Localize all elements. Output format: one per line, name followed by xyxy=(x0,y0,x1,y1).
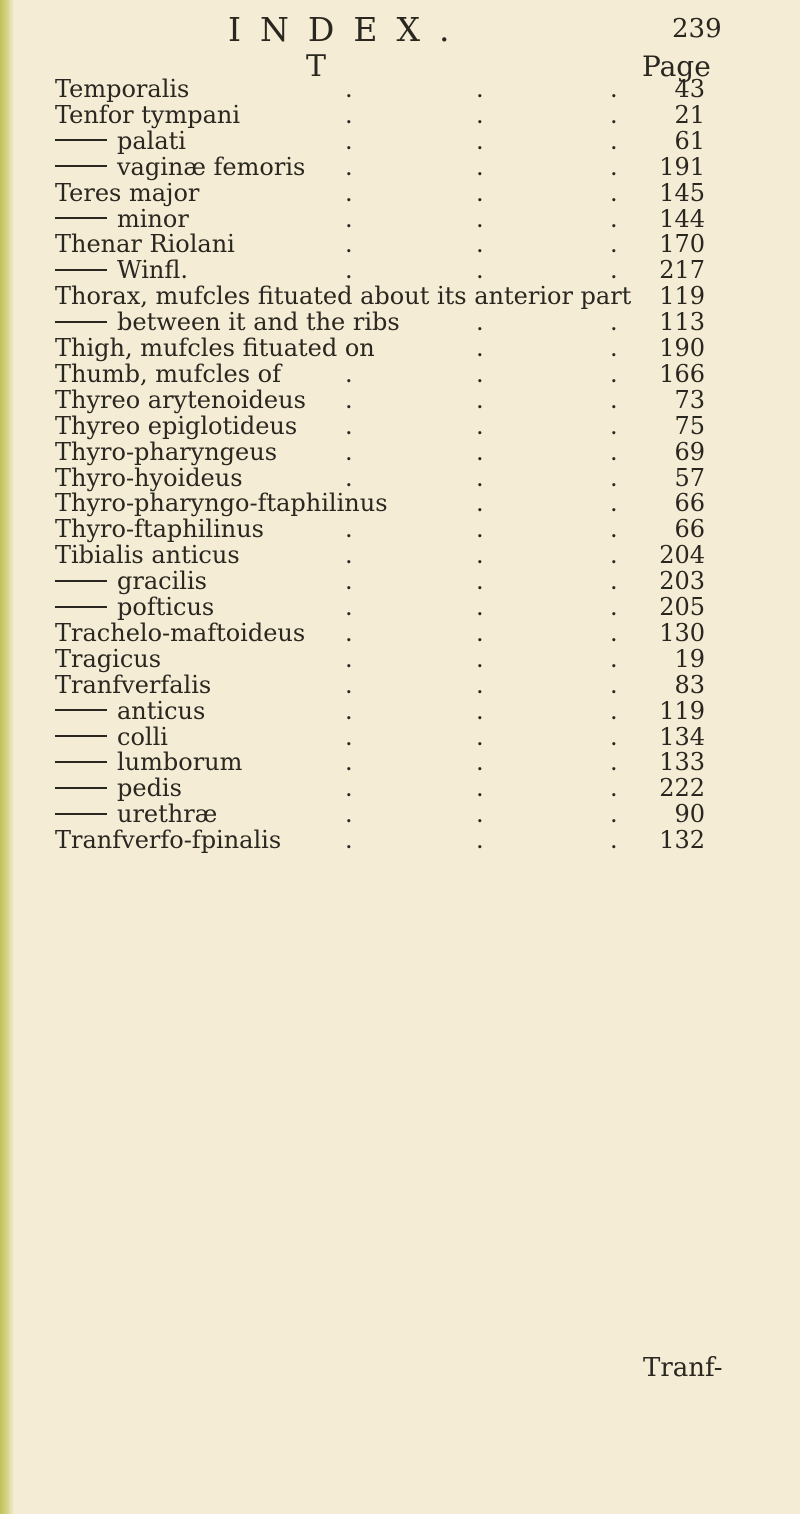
entry-label: Temporalis xyxy=(55,75,190,103)
leader-dot: . xyxy=(345,230,353,259)
entry-label: Thyro-pharyngeus xyxy=(55,437,278,466)
leader-dot: . xyxy=(345,463,353,492)
ditto-dash xyxy=(55,735,107,737)
leader-dot: . xyxy=(345,644,353,673)
entry-page: 73 xyxy=(674,385,705,414)
leader-dot: . xyxy=(610,774,618,803)
entry-label: lumborum xyxy=(117,748,243,777)
leader-dot: . xyxy=(610,152,618,181)
leader-dot: . xyxy=(610,100,618,129)
entry-page: 132 xyxy=(659,826,705,855)
leader-dot: . xyxy=(610,541,618,570)
entry-page: 144 xyxy=(659,204,705,233)
leader-dot: . xyxy=(345,826,353,855)
section-letter: T xyxy=(306,49,327,84)
entry-page: 75 xyxy=(674,411,705,440)
entry-page: 203 xyxy=(659,567,705,596)
catchword: Tranf- xyxy=(643,1353,723,1383)
leader-dot: . xyxy=(610,411,618,440)
leader-dot: . xyxy=(476,256,484,285)
entry-label: gracilis xyxy=(117,567,207,596)
leader-dot: . xyxy=(610,826,618,855)
entry-page: 119 xyxy=(659,696,705,725)
entry-term xyxy=(55,823,281,857)
leader-dot: . xyxy=(476,100,484,129)
leader-dot: . xyxy=(476,567,484,596)
leader-dot: . xyxy=(610,126,618,155)
ditto-dash xyxy=(55,606,107,608)
ditto-dash xyxy=(55,580,107,582)
leader-dot: . xyxy=(610,567,618,596)
entry-page: 170 xyxy=(659,230,705,259)
entry-page: 61 xyxy=(674,126,705,155)
leader-dot: . xyxy=(476,75,484,103)
leader-dot: . xyxy=(610,230,618,259)
leader-dot: . xyxy=(345,359,353,388)
leader-dot: . xyxy=(610,748,618,777)
entry-label: Thorax, mufcles fituated about its anterior part xyxy=(55,282,632,311)
entry-label: pofticus xyxy=(117,593,215,621)
entry-page: 205 xyxy=(659,593,705,621)
leader-dot: . xyxy=(476,385,484,414)
ditto-dash xyxy=(55,165,107,167)
entry-label: Thyreo epiglotideus xyxy=(55,411,298,440)
leader-dot: . xyxy=(610,670,618,699)
leader-dot: . xyxy=(345,411,353,440)
leader-dot: . xyxy=(476,593,484,621)
leader-dot: . xyxy=(610,178,618,207)
leader-dot: . xyxy=(610,204,618,233)
entry-page: 145 xyxy=(659,178,705,207)
leader-dot: . xyxy=(345,515,353,544)
leader-dot: . xyxy=(610,75,618,103)
leader-dot: . xyxy=(476,774,484,803)
leader-dot: . xyxy=(610,593,618,621)
entry-label: Thyro-ftaphilinus xyxy=(55,515,264,544)
leader-dot: . xyxy=(476,178,484,207)
entry-label: urethræ xyxy=(117,800,218,829)
leader-dot: . xyxy=(610,463,618,492)
entry-label: Tragicus xyxy=(55,644,162,673)
leader-dot: . xyxy=(476,204,484,233)
leader-dot: . xyxy=(476,618,484,647)
entry-label: minor xyxy=(117,204,189,233)
ditto-dash xyxy=(55,787,107,789)
leader-dot: . xyxy=(610,722,618,751)
leader-dot: . xyxy=(476,826,484,855)
entry-label: Thumb, mufcles of xyxy=(55,359,281,388)
leader-dot: . xyxy=(345,385,353,414)
entry-label: Winfl. xyxy=(117,256,189,285)
entry-page: 113 xyxy=(659,308,705,337)
entry-page: 43 xyxy=(674,75,705,103)
leader-dot: . xyxy=(610,696,618,725)
entry-label: Tranfverfo-fpinalis xyxy=(55,826,282,855)
leader-dot: . xyxy=(610,308,618,337)
leader-dot: . xyxy=(610,385,618,414)
ditto-dash xyxy=(55,217,107,219)
entry-page: 217 xyxy=(659,256,705,285)
leader-dot: . xyxy=(345,593,353,621)
ditto-dash xyxy=(55,813,107,815)
leader-dot: . xyxy=(476,515,484,544)
ditto-dash xyxy=(55,321,107,323)
entry-page: 166 xyxy=(659,359,705,388)
leader-dot: . xyxy=(345,800,353,829)
entry-label: Trachelo-maftoideus xyxy=(55,618,306,647)
leader-dot: . xyxy=(610,256,618,285)
leader-dot: . xyxy=(476,670,484,699)
entry-label: Teres major xyxy=(55,178,200,207)
leader-dot: . xyxy=(610,437,618,466)
entry-page: 222 xyxy=(659,774,705,803)
leader-dot: . xyxy=(476,308,484,337)
entry-label: pedis xyxy=(117,774,182,803)
leader-dot: . xyxy=(476,541,484,570)
entry-label: Thigh, mufcles fituated on xyxy=(55,334,375,362)
leader-dot: . xyxy=(345,126,353,155)
leader-dot: . xyxy=(345,567,353,596)
entry-page: 57 xyxy=(674,463,705,492)
entry-page: 190 xyxy=(659,334,705,362)
entry-page: 119 xyxy=(659,282,705,311)
entry-label: Tranfverfalis xyxy=(55,670,212,699)
leader-dot: . xyxy=(476,644,484,673)
leader-dot: . xyxy=(345,204,353,233)
entry-page: 19 xyxy=(674,644,705,673)
leader-dot: . xyxy=(345,100,353,129)
entry-label: palati xyxy=(117,126,186,155)
entry-page: 134 xyxy=(659,722,705,751)
leader-dot: . xyxy=(345,696,353,725)
leader-dot: . xyxy=(345,748,353,777)
entry-label: Thyro-hyoideus xyxy=(55,463,243,492)
leader-dot: . xyxy=(345,256,353,285)
entry-page: 133 xyxy=(659,748,705,777)
leader-dot: . xyxy=(345,670,353,699)
leader-dot: . xyxy=(345,722,353,751)
entry-label: Thyro-pharyngo-ftaphilinus xyxy=(55,489,388,518)
running-title: INDEX. xyxy=(228,10,469,49)
entry-label: vaginæ femoris xyxy=(117,152,306,181)
leader-dot: . xyxy=(610,334,618,362)
entry-label: anticus xyxy=(117,696,206,725)
entry-label: Thenar Riolani xyxy=(55,230,235,259)
page-column-heading: Page xyxy=(642,50,711,83)
page-number: 239 xyxy=(672,14,722,44)
leader-dot: . xyxy=(610,359,618,388)
entry-label: Tibialis anticus xyxy=(55,541,240,570)
leader-dot: . xyxy=(476,437,484,466)
leader-dot: . xyxy=(476,230,484,259)
leader-dot: . xyxy=(610,618,618,647)
leader-dot: . xyxy=(345,178,353,207)
leader-dot: . xyxy=(476,489,484,518)
entry-page: 66 xyxy=(674,515,705,544)
leader-dot: . xyxy=(476,334,484,362)
ditto-dash xyxy=(55,761,107,763)
leader-dot: . xyxy=(345,618,353,647)
entry-label: Tenfor tympani xyxy=(55,100,241,129)
leader-dot: . xyxy=(476,152,484,181)
leader-dot: . xyxy=(476,800,484,829)
leader-dot: . xyxy=(345,541,353,570)
entry-page: 69 xyxy=(674,437,705,466)
ditto-dash xyxy=(55,269,107,271)
entry-label: Thyreo arytenoideus xyxy=(55,385,306,414)
entry-label: colli xyxy=(117,722,168,751)
leader-dot: . xyxy=(345,774,353,803)
leader-dot: . xyxy=(610,489,618,518)
leader-dot: . xyxy=(345,152,353,181)
leader-dot: . xyxy=(610,800,618,829)
ditto-dash xyxy=(55,139,107,141)
leader-dot: . xyxy=(476,359,484,388)
leader-dot: . xyxy=(476,126,484,155)
entry-page: 130 xyxy=(659,618,705,647)
leader-dot: . xyxy=(610,515,618,544)
leader-dot: . xyxy=(476,696,484,725)
entry-page: 191 xyxy=(659,152,705,181)
entry-page: 21 xyxy=(674,100,705,129)
leader-dot: . xyxy=(610,644,618,673)
entry-label: between it and the ribs xyxy=(117,308,400,337)
leader-dot: . xyxy=(345,437,353,466)
leader-dot: . xyxy=(476,748,484,777)
entry-page: 204 xyxy=(659,541,705,570)
leader-dot: . xyxy=(476,411,484,440)
entry-page: 83 xyxy=(674,670,705,699)
leader-dot: . xyxy=(476,463,484,492)
leader-dot: . xyxy=(476,722,484,751)
index-entry xyxy=(0,823,800,857)
entry-page: 66 xyxy=(674,489,705,518)
entry-page: 90 xyxy=(674,800,705,829)
ditto-dash xyxy=(55,709,107,711)
leader-dot: . xyxy=(345,75,353,103)
